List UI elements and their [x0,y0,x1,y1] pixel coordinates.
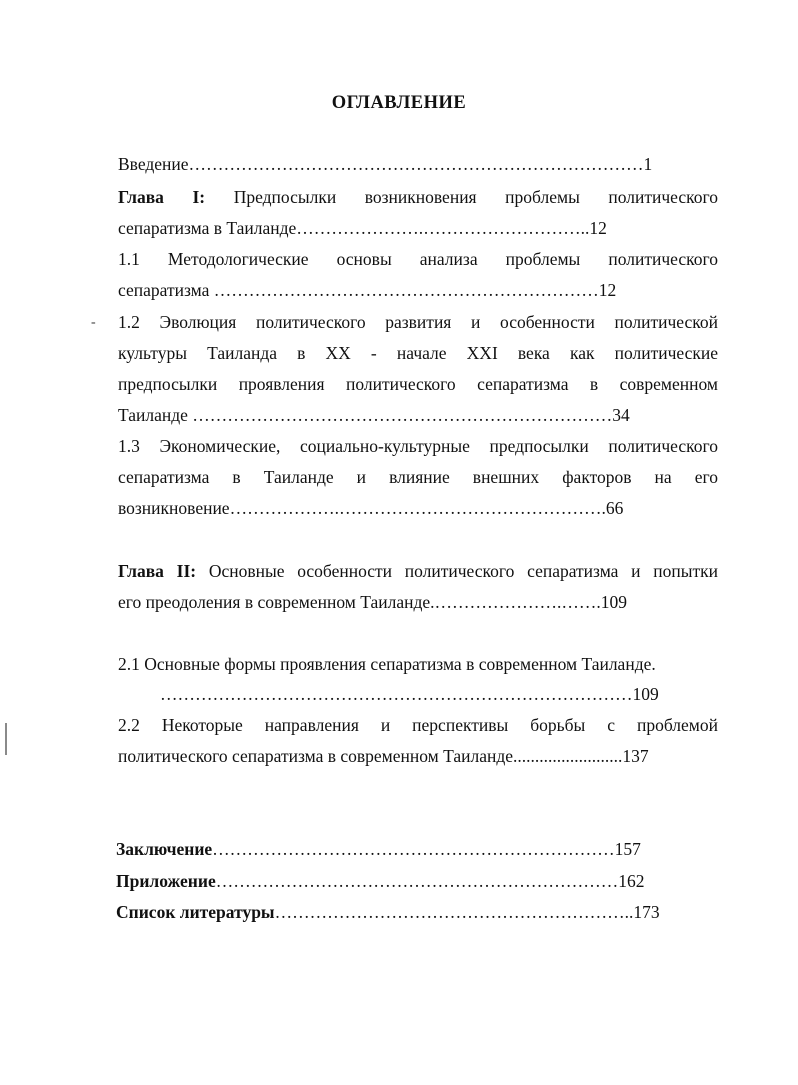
toc-references [116,901,660,923]
toc-s1-3-line3: возникновение……………….……………………………………….66 [118,498,624,518]
toc-s2-2-line1: 2.2 Некоторые направления и перспективы борьбы с проблемой [118,715,718,735]
toc-s1-1-line1: 1.1 Методологические основы анализа проблемы политического [118,249,718,269]
references-dots-page: ……………………………………………………..173 [274,902,660,922]
conclusion-label: Заключение [116,839,213,859]
toc-s1-2-line4: Таиланде ………………………………………………………………34 [118,405,630,425]
toc-chapter2-line1 [118,560,718,582]
toc-s2-2-line2: политического сепаратизма в современном Таиланде.........................137 [118,746,649,766]
toc-s1-3-line2: сепаратизма в Таиланде и влияние внешних факторов на его [118,467,718,487]
toc-s1-2-line3: предпосылки проявления политического сепаратизма в современном [118,374,718,394]
toc-s2-1-line2: ………………………………………………………………………109 [160,684,659,704]
scan-artifact-bar [5,723,7,755]
toc-s2-1-line1: 2.1 Основные формы проявления сепаратизма в современном Таиланде. [118,654,656,674]
toc-s1-2-line2: культуры Таиланда в XX - начале XXI века как политические [118,343,718,363]
toc-appendix [116,870,644,892]
toc-conclusion [116,838,641,860]
toc-s1-1-line2: сепаратизма …………………………………………………………12 [118,280,617,300]
appendix-label: Приложение [116,871,216,891]
chapter1-title-part1: Предпосылки возникновения проблемы политического [233,187,719,207]
appendix-dots-page: ……………………………………………………………162 [215,871,645,891]
chapter2-label: Глава II: [118,561,197,581]
toc-chapter1-line1 [118,186,718,208]
conclusion-dots-page: ……………………………………………………………157 [212,839,641,859]
toc-intro-line: Введение……………………………………………………………………1 [118,154,653,174]
toc-s1-3-line1: 1.3 Экономические, социально-культурные предпосылки политического [118,436,718,456]
chapter1-label: Глава I: [118,187,206,207]
toc-s1-2-line1: 1.2 Эволюция политического развития и особенности политической [118,312,718,332]
toc-chapter1-line2: сепаратизма в Таиланде………………….………………………..12 [118,218,607,238]
references-label: Список литературы [116,902,275,922]
margin-mark: - [91,315,96,330]
chapter2-title-part1: Основные особенности политического сепаратизма и попытки [208,561,718,581]
toc-chapter2-line2: его преодоления в современном Таиланде.………………….…….109 [118,592,628,612]
page-title: ОГЛАВЛЕНИЕ [331,93,467,113]
